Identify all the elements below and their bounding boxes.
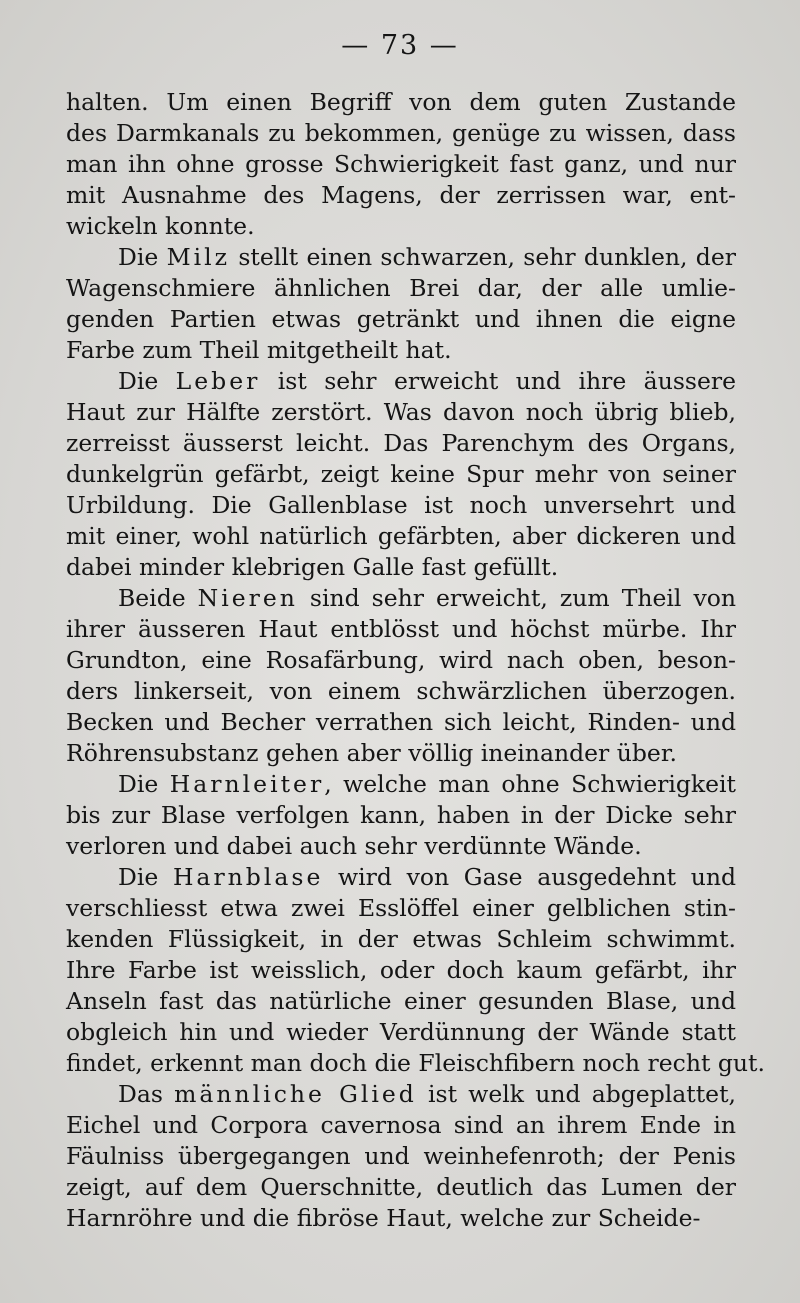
emphasized-term: Nieren [197, 584, 298, 612]
emphasized-term: Leber [175, 367, 261, 395]
line-segment: Die [118, 367, 176, 395]
line-segment: Die [118, 770, 170, 798]
emphasized-term: Harnblase [172, 863, 324, 891]
text-line [66, 769, 736, 800]
text-line [66, 242, 736, 273]
text-line: zeigt, auf dem Querschnitte, deutlich das Lumen der [66, 1173, 736, 1201]
line-segment: ist welk und abgeplattet, [416, 1080, 736, 1108]
paragraph [66, 862, 765, 1079]
line-segment: , welche man ohne Schwierigkeit [324, 770, 737, 798]
text-line: Harnröhre und die fibröse Haut, welche zur Scheide- [66, 1204, 701, 1232]
text-line: findet, erkennt man doch die Fleischfibern noch recht gut. [66, 1049, 765, 1077]
text-line: Fäulniss übergegangen und weinhefenroth; der Penis [66, 1142, 736, 1170]
text-line: Wagenschmiere ähnlichen Brei dar, der alle umlie- [66, 274, 736, 302]
line-segment: stellt einen schwarzen, sehr dunklen, der [230, 243, 736, 271]
text-line: halten. Um einen Begriff von dem guten Zustande [66, 88, 736, 116]
text-line: kenden Flüssigkeit, in der etwas Schleim schwimmt. [66, 925, 736, 953]
body-text [66, 87, 765, 1234]
line-segment: wird von Gase ausgedehnt und [323, 863, 737, 891]
text-line [66, 1079, 736, 1110]
text-line: ders linkerseit, von einem schwärzlichen überzogen. [66, 677, 736, 705]
paragraph [66, 1079, 736, 1234]
text-line [66, 862, 736, 893]
line-segment: Beide [118, 584, 198, 612]
text-line: genden Partien etwas getränkt und ihnen die eigne [66, 305, 736, 333]
line-segment: ist sehr erweicht und ihre äussere [260, 367, 736, 395]
paragraph [66, 87, 736, 242]
emphasized-term: Milz [166, 243, 231, 271]
text-line: Eichel und Corpora cavernosa sind an ihrem Ende in [66, 1111, 736, 1139]
text-line: zerreisst äusserst leicht. Das Parenchym des Organs, [66, 429, 736, 457]
emphasized-term: männliche Glied [174, 1080, 417, 1108]
text-line: man ihn ohne grosse Schwierigkeit fast ganz, und nur [66, 150, 736, 178]
text-line: des Darmkanals zu bekommen, genüge zu wissen, dass [66, 119, 736, 147]
paragraph [66, 242, 736, 366]
text-line: Röhrensubstanz gehen aber völlig ineinander über. [66, 739, 677, 767]
text-line: Urbildung. Die Gallenblase ist noch unversehrt und [66, 491, 736, 519]
text-line [66, 583, 736, 614]
text-line: verloren und dabei auch sehr verdünnte Wände. [66, 832, 642, 860]
paragraph [66, 366, 736, 583]
line-segment: Die [118, 243, 167, 271]
line-segment: Die [118, 863, 173, 891]
line-segment: sind sehr erweicht, zum Theil von [297, 584, 737, 612]
text-line: verschliesst etwa zwei Esslöffel einer gelblichen stin- [66, 894, 736, 922]
emphasized-term: Harnleiter [169, 770, 325, 798]
text-line: ihrer äusseren Haut entblösst und höchst mürbe. Ihr [66, 615, 736, 643]
text-line: Ihre Farbe ist weisslich, oder doch kaum gefärbt, ihr [66, 956, 736, 984]
text-line: dabei minder klebrigen Galle fast gefüllt. [66, 553, 559, 581]
text-line: obgleich hin und wieder Verdünnung der Wände statt [66, 1018, 736, 1046]
text-line: Farbe zum Theil mitgetheilt hat. [66, 336, 452, 364]
text-line: Haut zur Hälfte zerstört. Was davon noch übrig blieb, [66, 398, 736, 426]
text-line: dunkelgrün gefärbt, zeigt keine Spur mehr von seiner [66, 460, 736, 488]
paragraph [66, 583, 736, 769]
text-line: Grundton, eine Rosafärbung, wird nach oben, beson- [66, 646, 736, 674]
page-number: — 73 — [341, 30, 459, 61]
paragraph [66, 769, 736, 862]
text-line: wickeln konnte. [66, 212, 255, 240]
line-segment: Das [118, 1080, 175, 1108]
text-line: mit Ausnahme des Magens, der zerrissen war, ent- [66, 181, 736, 209]
text-line: Anseln fast das natürliche einer gesunden Blase, und [66, 987, 736, 1015]
text-line [66, 366, 736, 397]
text-line: Becken und Becher verrathen sich leicht, Rinden- und [66, 708, 736, 736]
text-line: bis zur Blase verfolgen kann, haben in der Dicke sehr [66, 801, 736, 829]
text-line: mit einer, wohl natürlich gefärbten, aber dickeren und [66, 522, 736, 550]
